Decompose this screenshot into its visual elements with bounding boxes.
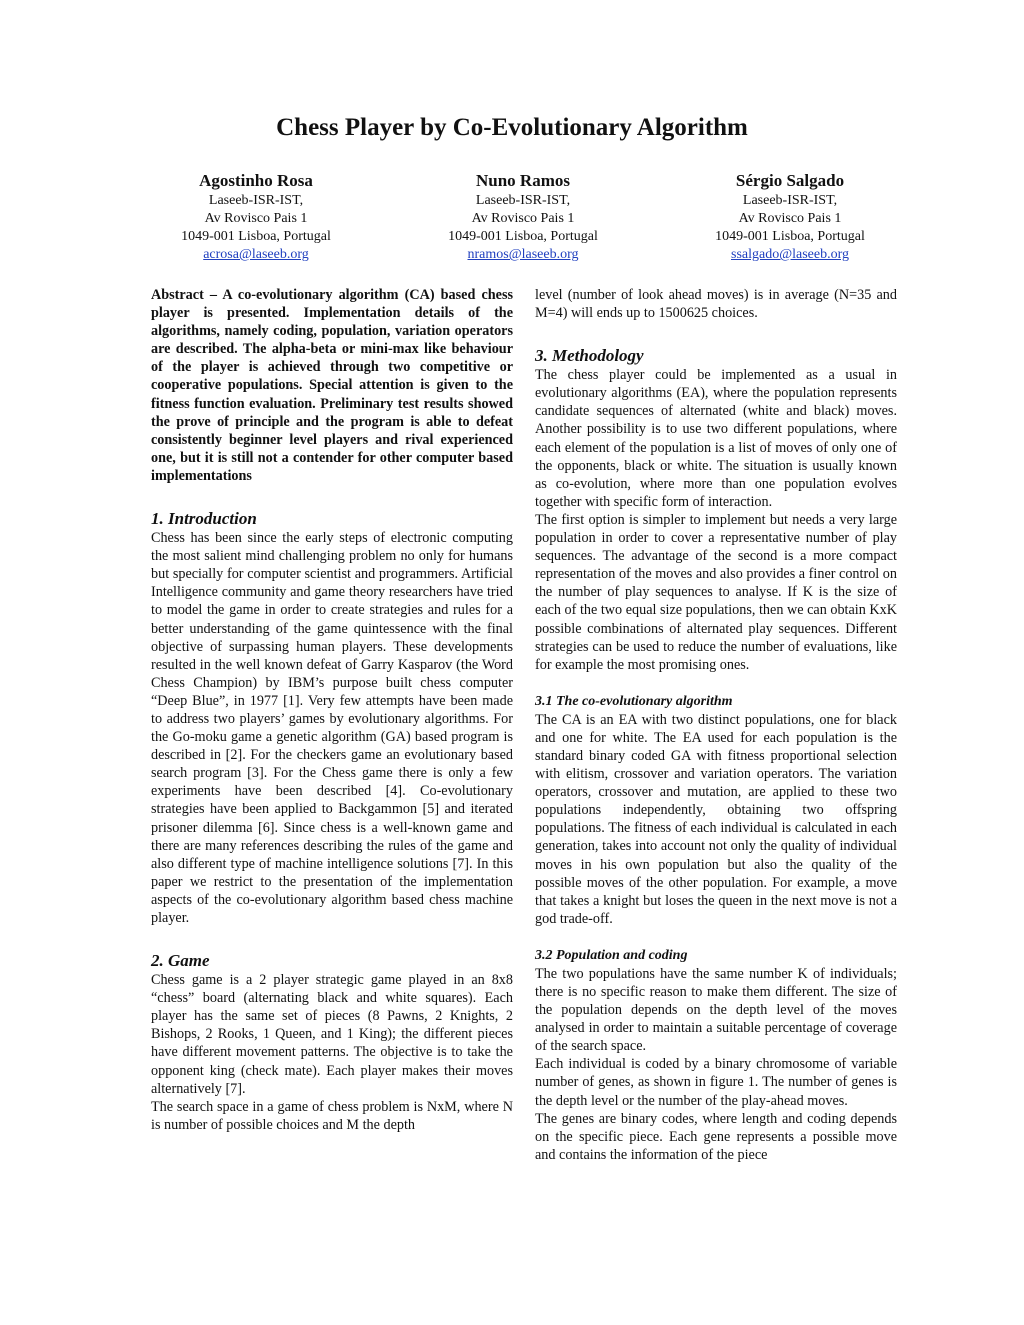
author-address-line2: 1049-001 Lisboa, Portugal — [181, 229, 331, 244]
heading-co-evolutionary-algorithm: 3.1 The co-evolutionary algorithm — [535, 693, 733, 709]
author-affiliation: Laseeb-ISR-IST, — [475, 193, 571, 208]
co-evolutionary-paragraph: The CA is an EA with two distinct populations, one for black and one for white. The EA used for each population is the standard binary coded GA with fitness proportional selection with elitism, crossover and variation operators. The variation operators, crossover and mutation, are applied to these two populations independently, obtaining two offspring populations. The fitness of each individual is calculated in each generation, takes into account not only the quality of individual moves in his own population but also the quality of the possible moves of the other population. For example, a move that takes a knight but loses the queen in the next move is not a god trade-off. — [535, 711, 897, 927]
spacer — [535, 674, 897, 693]
methodology-paragraph-1: The chess player could be implemented as a usual in evolutionary algorithms (EA), where the population represents candidate sequences of alternated (white and black) moves. Another possibility is to use two different populations, where each element of the population is a list of moves of only one of the opponents, black or white. The situation is usually known as co-evolution, where more than one population evolves together with specific form of interaction. — [535, 367, 897, 510]
author-affiliation: Laseeb-ISR-IST, — [208, 193, 304, 208]
heading-game: 2. Game — [151, 951, 210, 971]
heading-introduction: 1. Introduction — [151, 509, 257, 529]
spacer — [535, 322, 897, 345]
author-block-ramos — [378, 170, 668, 264]
spacer — [151, 927, 513, 950]
author-address-line2: 1049-001 Lisboa, Portugal — [715, 229, 865, 244]
abstract: Abstract – A co-evolutionary algorithm (CA) based chess player is presented. Implementation details of the algorithms, namely coding, population, variation operators are described. The alpha-beta or mini-max like behaviour of the player is achieved through two competitive or cooperative populations. Special attention is given to the fitness function evaluation. Preliminary test results showed the prove of principle and the program is able to defeat consistently beginner level players and rival experienced one, but it is still not a contender for other computer based implementations — [151, 287, 513, 484]
author-address-line1: Av Rovisco Pais 1 — [204, 211, 308, 226]
heading-population-and-coding: 3.2 Population and coding — [535, 947, 688, 963]
population-paragraph-1: The two populations have the same number K of individuals; there is no specific reason to make them different. The size of the population depends on the depth level of the moves analysed in order to maintain a suitable percentage of coverage of the search space. — [535, 965, 897, 1055]
author-name: Agostinho Rosa — [199, 171, 313, 190]
game-paragraph-2-continued: level (number of look ahead moves) is in average (N=35 and M=4) will ends up to 1500625 choices. — [535, 287, 897, 322]
author-address-line1: Av Rovisco Pais 1 — [738, 211, 842, 226]
author-email-link[interactable]: nramos@laseeb.org — [467, 247, 579, 262]
author-name: Sérgio Salgado — [735, 171, 845, 190]
author-name: Nuno Ramos — [476, 171, 570, 190]
author-block-rosa — [111, 170, 401, 264]
methodology-paragraph-2: The first option is simpler to implement but needs a very large population in order to cover a representative number of play sequences. The advantage of the second is a more compact representation of the moves and also provides a finer control on the number of play sequences to analyse. If K is the size of each of the two equal size populations, then we can obtain KxK possible combinations of alternated play sequences. Different strategies can be used to reduce the number of evaluations, like for example the most promising ones. — [535, 511, 897, 673]
author-email-link[interactable]: acrosa@laseeb.org — [203, 247, 309, 262]
population-paragraph-2: Each individual is coded by a binary chromosome of variable number of genes, as shown in figure 1. The number of genes is the depth level or the number of the play-ahead moves. — [535, 1056, 897, 1109]
paper-title: Chess Player by Co-Evolutionary Algorithm — [276, 114, 748, 141]
author-affiliation: Laseeb-ISR-IST, — [742, 193, 838, 208]
population-paragraph-3: The genes are binary codes, where length and coding depends on the specific piece. Each gene represents a possible move and contains the information of the piece — [535, 1110, 897, 1163]
heading-methodology: 3. Methodology — [535, 346, 644, 366]
author-address-line2: 1049-001 Lisboa, Portugal — [448, 229, 598, 244]
game-paragraph-1: Chess game is a 2 player strategic game played in an 8x8 “chess” board (alternating black and white squares). Each player has the same set of pieces (8 Pawns, 2 Knights, 2 Bishops, 2 Rooks, 1 Queen, and 1 King); the different pieces have different movement patterns. The objective is to take the opponent king (check mate). Each player makes their moves alternatively [7]. — [151, 972, 513, 1097]
game-paragraph-2: The search space in a game of chess problem is NxM, where N is number of possible choices and M the depth — [151, 1098, 513, 1133]
right-column — [535, 286, 897, 1164]
author-address-line1: Av Rovisco Pais 1 — [471, 211, 575, 226]
spacer — [535, 928, 897, 947]
spacer — [151, 485, 513, 508]
author-block-salgado — [645, 170, 935, 264]
introduction-paragraph: Chess has been since the early steps of electronic computing the most salient mind challenging problem no only for humans but specially for computer scientist and programmers. Artificial Intelligence community and game theory researchers have tried to model the game in order to create strategies and rules for a better understanding of the game quintessence with the final objective of surpassing human players. These developments resulted in the well known defeat of Garry Kasparov (the Word Chess Champion) by IBM’s purpose built chess computer “Deep Blue”, in 1977 [1]. Very few attempts have been made to address two players’ games by evolutionary algorithms. For the Go-moku game a genetic algorithm (GA) based program is described in [2]. For the checkers game an evolutionary based search program [3]. For the Chess game there is only a few experiments have been described [4]. Co-evolutionary strategies have been applied to Backgammon [5] and iterated prisoner dilemma [6]. Since chess is a well-known game and there are many references describing the rules of the game and also different type of machine intelligence solutions [7]. In this paper we restrict to the presentation of the implementation aspects of the co-evolutionary algorithm based chess machine player. — [151, 530, 513, 926]
left-column — [151, 286, 513, 1134]
author-email-link[interactable]: ssalgado@laseeb.org — [731, 247, 849, 262]
